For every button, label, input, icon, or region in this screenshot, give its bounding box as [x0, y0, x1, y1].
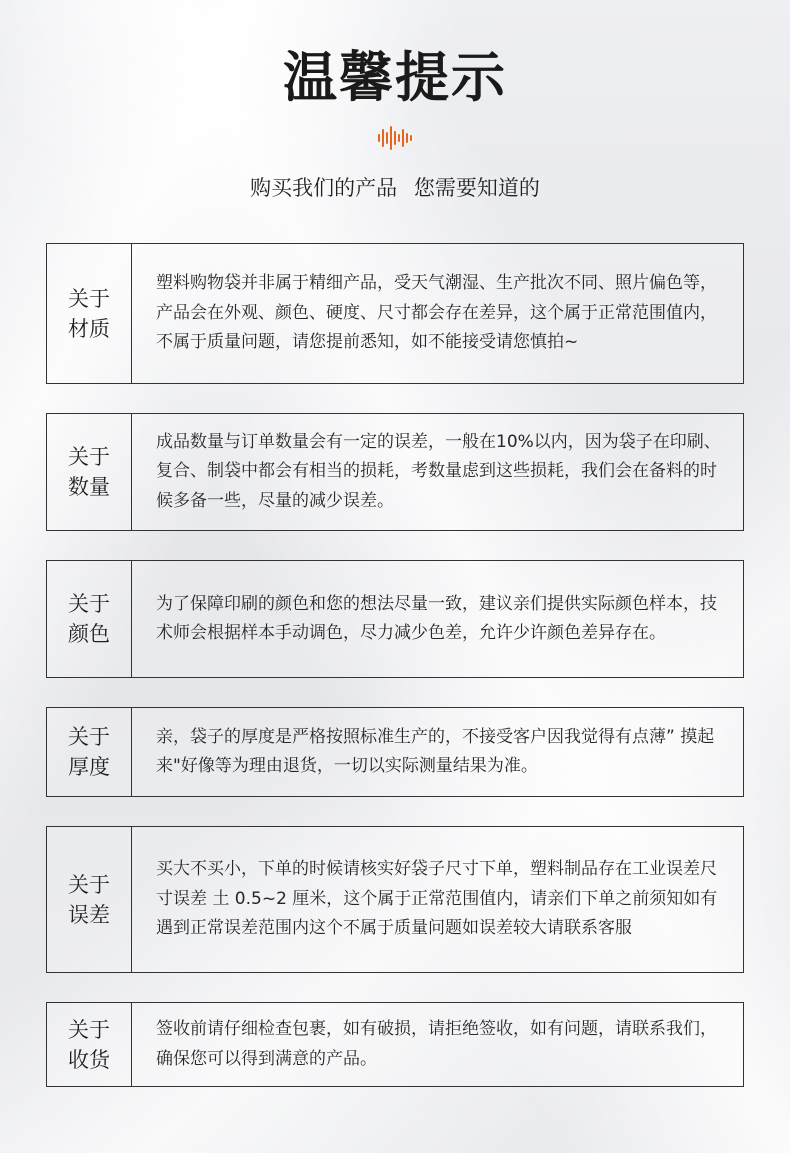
card-label-line1: 关于: [68, 1017, 110, 1042]
card-text-body: 成品数量与订单数量会有一定的误差，一般在10%以内，因为袋子在印刷、复合、制袋中都会有相当的损耗，考数量虑到这些损耗，我们会在备料的时候多备一些，尽量的减少误差。: [156, 431, 721, 511]
card-label-line1: 关于: [68, 592, 110, 616]
sound-wave-icon: [377, 124, 413, 152]
card-label: [47, 414, 132, 530]
notice-card-quantity: [46, 413, 744, 531]
card-label-line1: 关于: [68, 872, 110, 897]
notice-card-material: [46, 243, 744, 384]
card-label-line1: 关于: [68, 445, 110, 469]
card-text-body: 塑料购物袋并非属于精细产品，受天气潮湿、生产批次不同、照片偏色等，产品会在外观、颜色、硬度、尺寸都会存在差异，这个属于正常范围值内，不属于质量问题，请您提前悉知，如不能接受请您慎拍~: [156, 273, 717, 353]
card-text: [132, 561, 743, 677]
card-label: [47, 708, 132, 796]
notice-card-receipt: [46, 1002, 744, 1087]
card-label-line1: 关于: [68, 725, 110, 749]
card-label-line2: 数量: [68, 475, 110, 499]
card-label: [47, 561, 132, 677]
card-text-body: 亲，袋子的厚度是严格按照标准生产的，不接受客户因我觉得有点薄” 摸起来"好像等为理由退货，一切以实际测量结果为准。: [156, 726, 715, 776]
card-label-line2: 厚度: [68, 755, 110, 779]
card-label-line2: 材质: [68, 316, 110, 341]
card-text: [132, 414, 743, 530]
card-text: [132, 708, 743, 796]
card-label-line2: 颜色: [68, 622, 110, 646]
card-text-body: 买大不买小，下单的时候请核实好袋子尺寸下单，塑料制品存在工业误差尺寸误差 土 0.5~2 厘米，这个属于正常范围值内，请亲们下单之前须知如有遇到正常误差范围内这个不属于质量问题如误差较大请联系客服: [156, 859, 718, 939]
card-label-line2: 收货: [68, 1047, 110, 1072]
notice-card-color: [46, 560, 744, 678]
notice-card-tolerance: [46, 826, 744, 973]
card-label: [47, 827, 132, 972]
page-title: 温馨提示: [283, 46, 507, 109]
page-subtitle: 购买我们的产品 您需要知道的: [250, 176, 540, 200]
card-text-body: 签收前请仔细检查包裹，如有破损，请拒绝签收，如有问题，请联系我们，确保您可以得到满意的产品。: [156, 1019, 717, 1069]
card-label: [47, 244, 132, 383]
card-label: [47, 1003, 132, 1086]
card-text: [132, 827, 743, 972]
card-label-line2: 误差: [68, 902, 110, 927]
card-label-line1: 关于: [68, 286, 110, 311]
card-text: [132, 1003, 743, 1086]
card-text: [132, 244, 743, 383]
notice-card-thickness: [46, 707, 744, 797]
card-text-body: 为了保障印刷的颜色和您的想法尽量一致，建议亲们提供实际颜色样本，技术师会根据样本手动调色，尽力减少色差，允许少许颜色差异存在。: [156, 593, 717, 643]
